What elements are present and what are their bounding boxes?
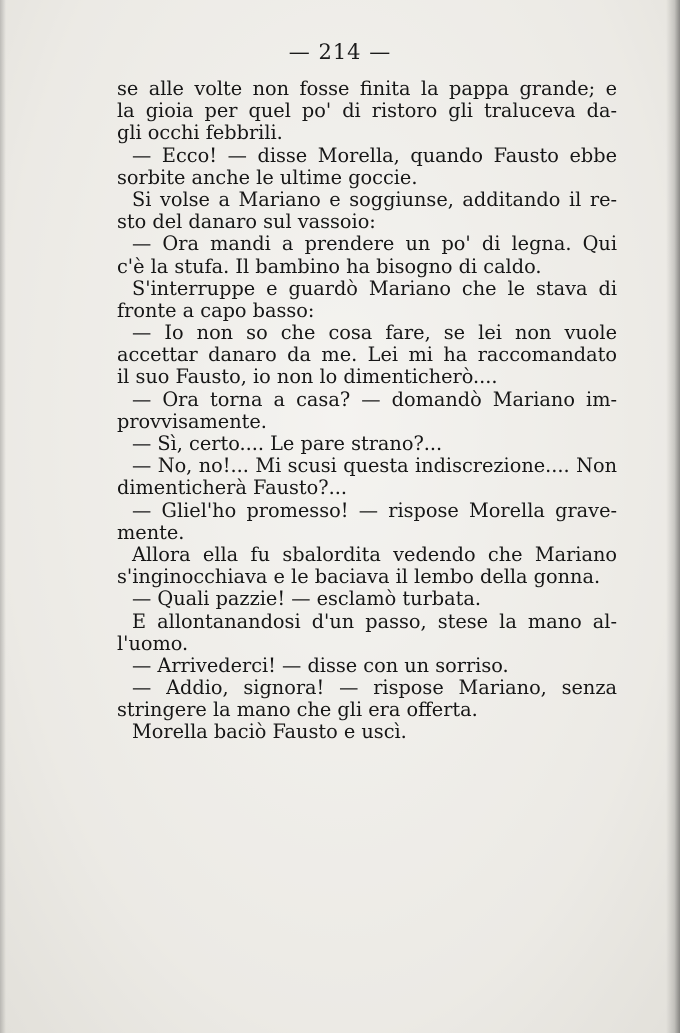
text-line: — Ecco! — disse Morella, quando Fausto ebbe [132,143,617,167]
page-edge-shadow [0,0,6,1033]
text-line: Allora ella fu sbalordita vedendo che Mariano [132,542,617,566]
text-line: s'inginocchiava e le baciava il lembo della gonna. [117,565,601,589]
text-line: l'uomo. [117,631,189,655]
text-line: dimenticherà Fausto?... [117,476,347,500]
text-line: se alle volte non fosse finita la pappa grande; e [117,77,617,100]
text-line: — Ora torna a casa? — domandò Mariano im- [132,387,617,411]
text-line: mente. [117,520,185,544]
text-line: fronte a capo basso: [117,298,315,322]
text-line: — No, no!... Mi scusi questa indiscrezione.... Non [132,454,617,478]
text-line: — Arrivederci! — disse con un sorriso. [132,653,509,677]
text-line: — Ora mandi a prendere un po' di legna. Qui [132,232,617,256]
text-line: E allontanandosi d'un passo, stese la mano al- [132,609,617,633]
body-text [117,78,617,744]
text-line: provvisamente. [117,409,267,433]
text-line: — Quali pazzie! — esclamò turbata. [132,587,481,611]
text-line: sto del danaro sul vassoio: [117,210,376,234]
gutter-shadow [666,0,680,1033]
text-line: accettar danaro da me. Lei mi ha raccomandato [117,343,617,367]
text-line: — Gliel'ho promesso! — rispose Morella grave- [132,498,617,522]
text-line: stringere la mano che gli era offerta. [117,698,478,722]
text-line: sorbite anche le ultime goccie. [117,165,418,189]
text-line: c'è la stufa. Il bambino ha bisogno di caldo. [117,254,542,278]
text-line: Morella baciò Fausto e uscì. [132,720,407,744]
text-line: gli occhi febbrili. [117,121,283,145]
text-line: — Sì, certo.... Le pare strano?... [132,432,443,455]
text-line: — Io non so che cosa fare, se lei non vuole [132,321,617,345]
text-line: Si volse a Mariano e soggiunse, additando il re- [132,187,617,211]
text-line: — Addio, signora! — rispose Mariano, senza [132,676,617,700]
page-number: — 214 — [288,40,392,64]
text-line: la gioia per quel po' di ristoro gli traluceva da- [117,99,617,123]
text-line: il suo Fausto, io non lo dimenticherò.... [117,365,498,389]
text-line: S'interruppe e guardò Mariano che le stava di [132,276,617,300]
